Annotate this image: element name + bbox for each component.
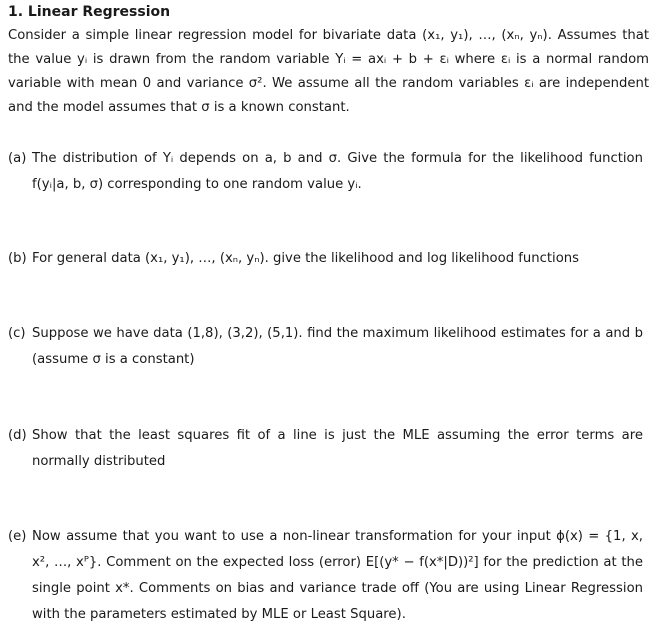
part-d-text: Show that the least squares fit of a line is just the MLE assuming the error terms are normally distributed	[32, 428, 643, 469]
part-b	[8, 246, 643, 272]
part-c	[8, 321, 643, 373]
part-e	[8, 524, 643, 628]
part-c-text: Suppose we have data (1,8), (3,2), (5,1). find the maximum likelihood estimates for a and b (assume σ is a constant)	[32, 326, 643, 367]
part-a	[8, 146, 643, 198]
problem-intro: Consider a simple linear regression model for bivariate data (x₁, y₁), …, (xₙ, yₙ). Assumes that the value yᵢ is drawn from the random variable Yᵢ = axᵢ + b + εᵢ where εᵢ is a normal random variable with mean 0 and variance σ². We assume all the random variables εᵢ are independent and the model assumes that σ is a known constant.	[8, 28, 649, 115]
part-a-label: (a)	[8, 151, 27, 166]
part-a-text: The distribution of Yᵢ depends on a, b and σ. Give the formula for the likelihood function f(yᵢ|a, b, σ) corresponding to one random value yᵢ.	[32, 151, 643, 192]
part-d-label: (d)	[8, 428, 27, 443]
part-c-label: (c)	[8, 326, 26, 341]
part-b-text: For general data (x₁, y₁), …, (xₙ, yₙ). give the likelihood and log likelihood functions	[32, 251, 579, 266]
section-heading: 1. Linear Regression	[8, 4, 171, 20]
part-d	[8, 423, 643, 475]
part-e-label: (e)	[8, 529, 27, 544]
part-e-text: Now assume that you want to use a non-linear transformation for your input ϕ(x) = {1, x, x², …, xᴾ}. Comment on the expected loss (error) E[(y* − f(x*|D))²] for the prediction at the single point x*. Comments on bias and variance trade off (You are using Linear Regression with the parameters estimated by MLE or Least Square).	[32, 529, 643, 622]
part-b-label: (b)	[8, 251, 27, 266]
